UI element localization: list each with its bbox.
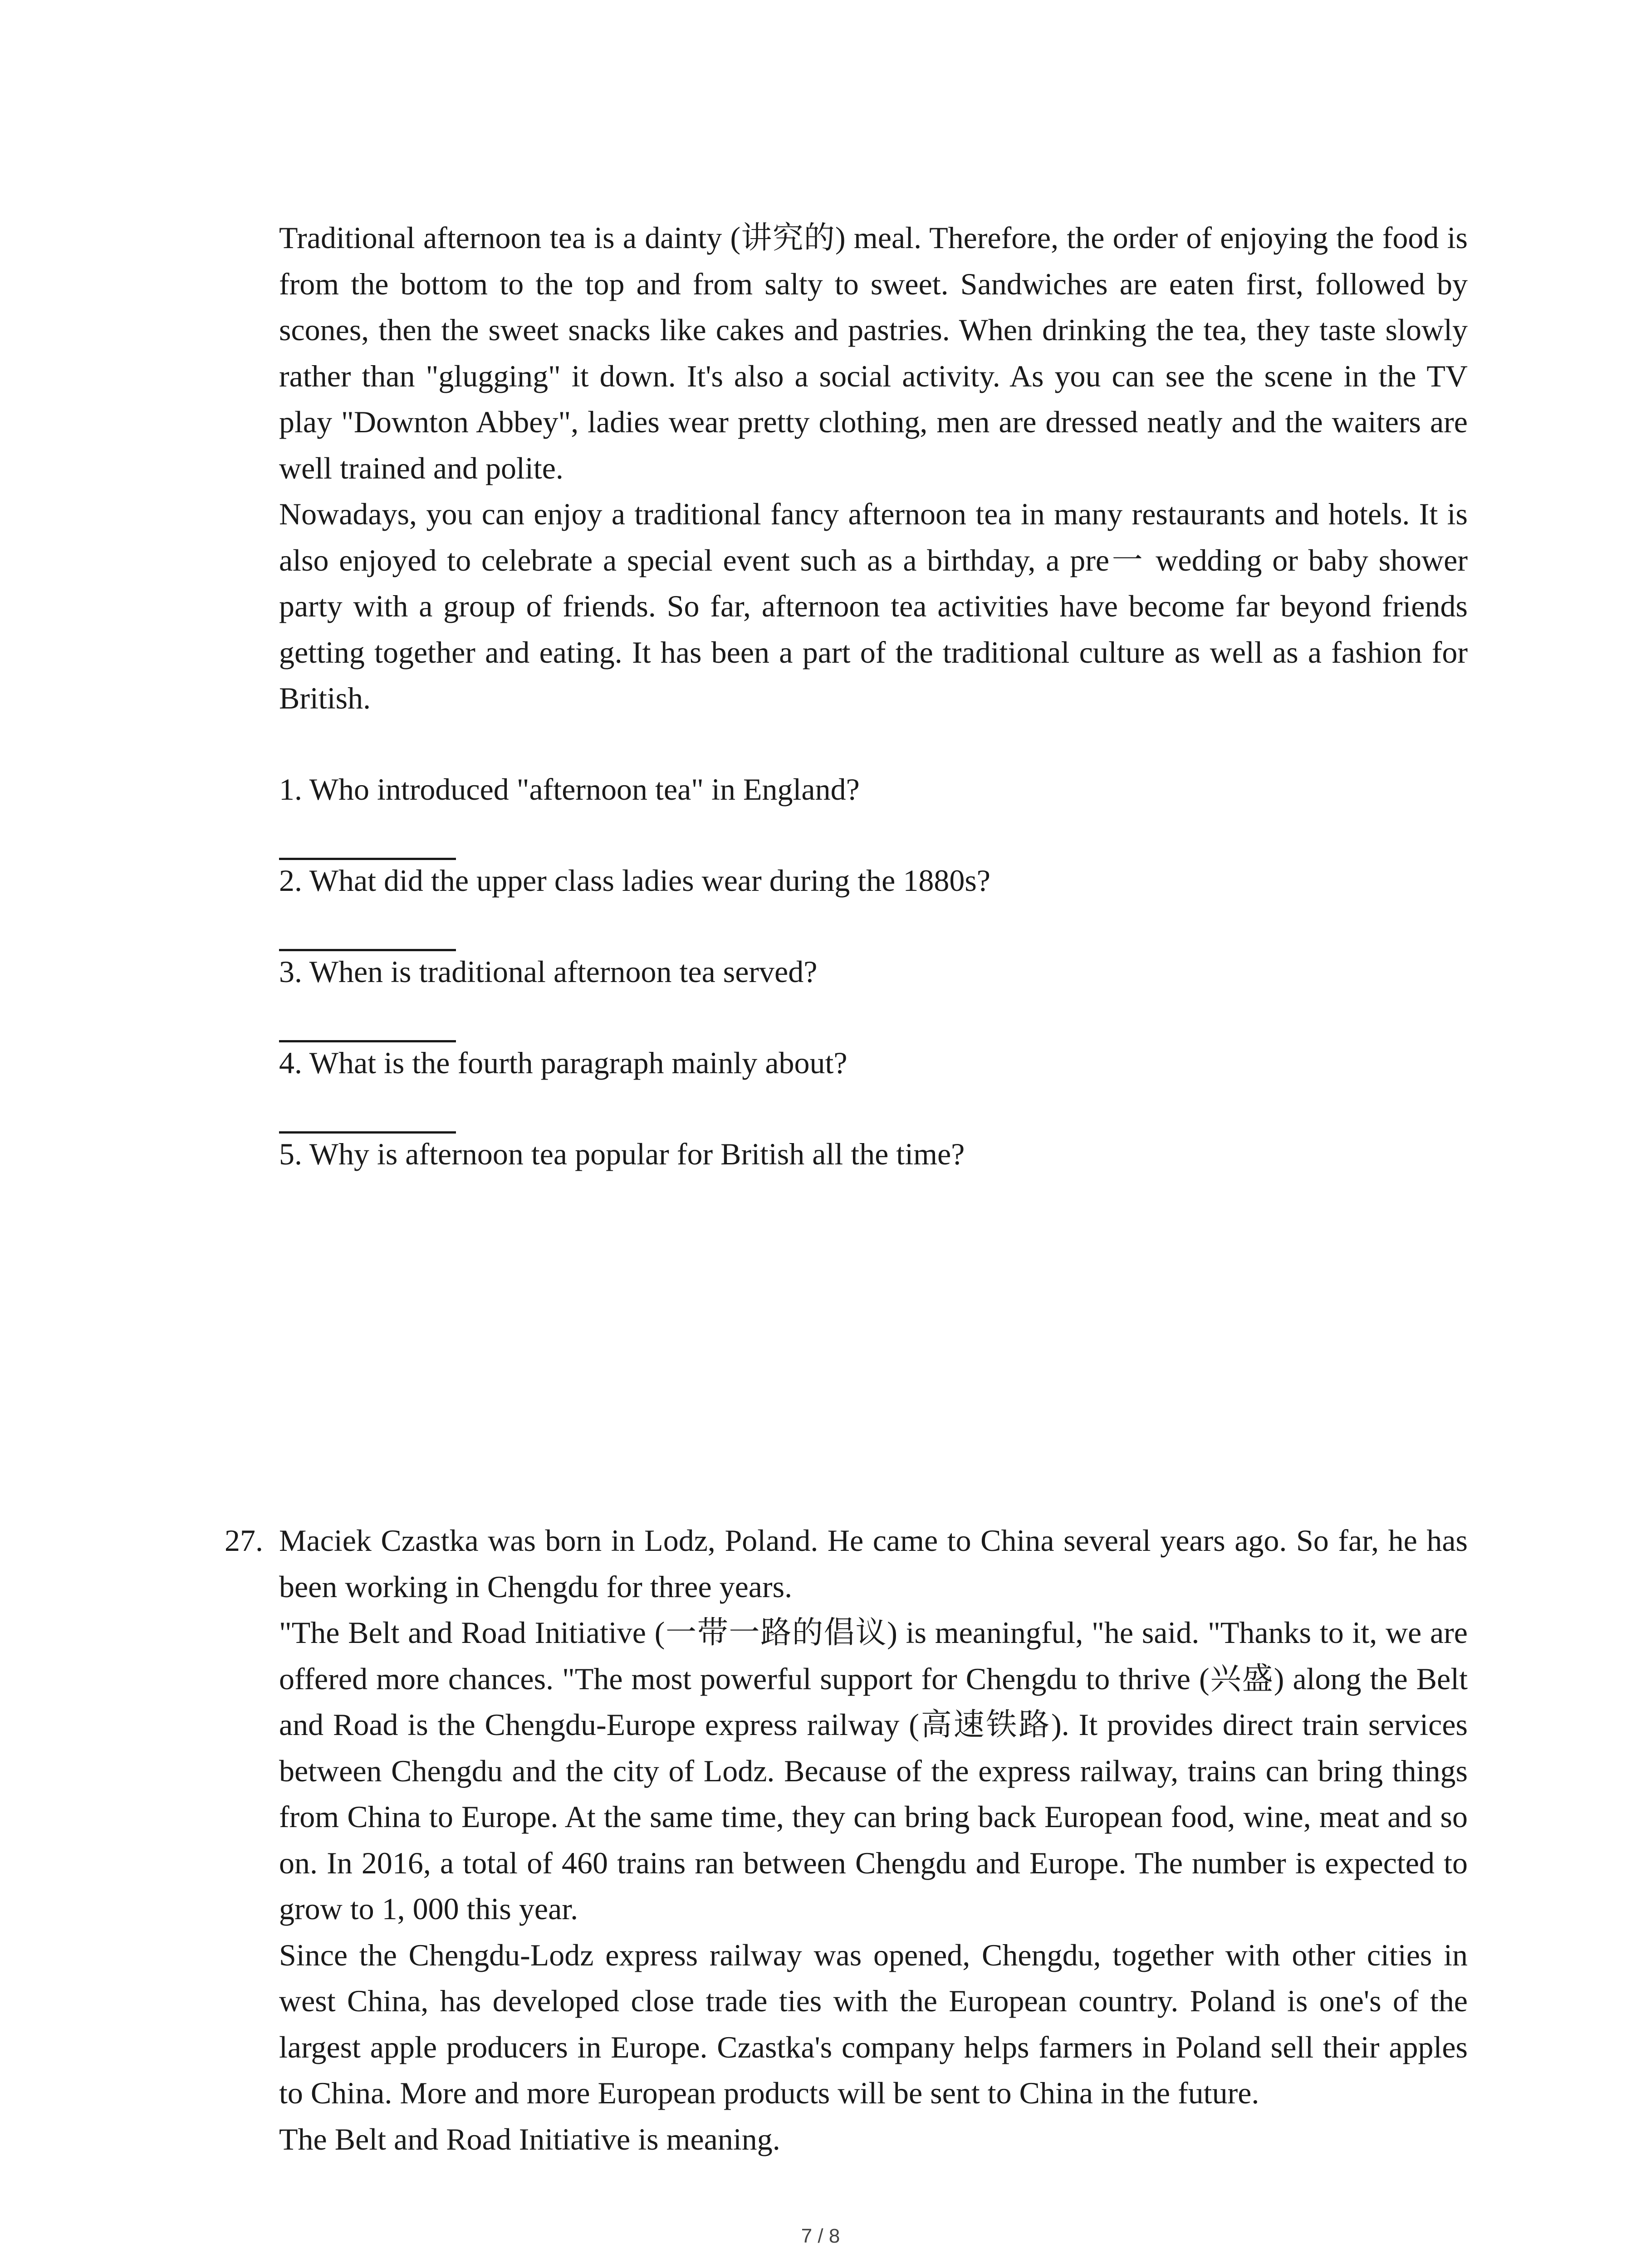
- question-number-27: 27.: [225, 1523, 263, 1558]
- belt-road-passage: [279, 1518, 1468, 2162]
- question-1: 1. Who introduced "afternoon tea" in England?: [279, 772, 860, 807]
- question-2: 2. What did the upper class ladies wear during the 1880s?: [279, 863, 990, 898]
- answer-blank-4[interactable]: [279, 1131, 456, 1134]
- answer-blank-3[interactable]: [279, 1040, 456, 1042]
- belt-road-paragraph-1: Maciek Czastka was born in Lodz, Poland. He came to China several years ago. So far, he has been working in Chengdu for three years.: [279, 1523, 1468, 1604]
- page-number: 7 / 8: [801, 2225, 840, 2247]
- tea-paragraph-1: Traditional afternoon tea is a dainty (讲究的) meal. Therefore, the order of enjoying the food is from the bottom to the top and from salty to sweet. Sandwiches are eaten first, followed by scones, then the sweet snacks like cakes and pastries. When drinking the tea, they taste slowly rather than "glugging" it down. It's also a social activity. As you can see the scene in the TV play "Downton Abbey", ladies wear pretty clothing, men are dressed neatly and the waiters are well trained and polite.: [279, 220, 1468, 485]
- tea-paragraph-2: Nowadays, you can enjoy a traditional fancy afternoon tea in many restaurants and hotels. It is also enjoyed to celebrate a special event such as a birthday, a pre一 wedding or baby shower party with a group of friends. So far, afternoon tea activities have become far beyond friends getting together and eating. It has been a part of the traditional culture as well as a fashion for British.: [279, 497, 1468, 715]
- belt-road-paragraph-2: "The Belt and Road Initiative (一带一路的倡议) is meaningful, "he said. "Thanks to it, we are offered more chances. "The most powerful support for Chengdu to thrive (兴盛) along the Belt and Road is the Chengdu-Europe express railway (高速铁路). It provides direct train services between Chengdu and the city of Lodz. Because of the express railway, trains can bring things from China to Europe. At the same time, they can bring back European food, wine, meat and so on. In 2016, a total of 460 trains ran between Chengdu and Europe. The number is expected to grow to 1, 000 this year.: [279, 1615, 1468, 1926]
- question-5: 5. Why is afternoon tea popular for British all the time?: [279, 1137, 965, 1171]
- belt-road-paragraph-3: Since the Chengdu-Lodz express railway was opened, Chengdu, together with other cities in west China, has developed close trade ties with the European country. Poland is one's of the largest apple producers in Europe. Czastka's company helps farmers in Poland sell their apples to China. More and more European products will be sent to China in the future.: [279, 1937, 1468, 2110]
- question-4: 4. What is the fourth paragraph mainly about?: [279, 1046, 847, 1080]
- tea-passage: [279, 215, 1468, 722]
- answer-blank-1[interactable]: [279, 858, 456, 860]
- question-3: 3. When is traditional afternoon tea served?: [279, 954, 818, 989]
- answer-blank-2[interactable]: [279, 949, 456, 951]
- belt-road-paragraph-4: The Belt and Road Initiative is meaning.: [279, 2121, 780, 2156]
